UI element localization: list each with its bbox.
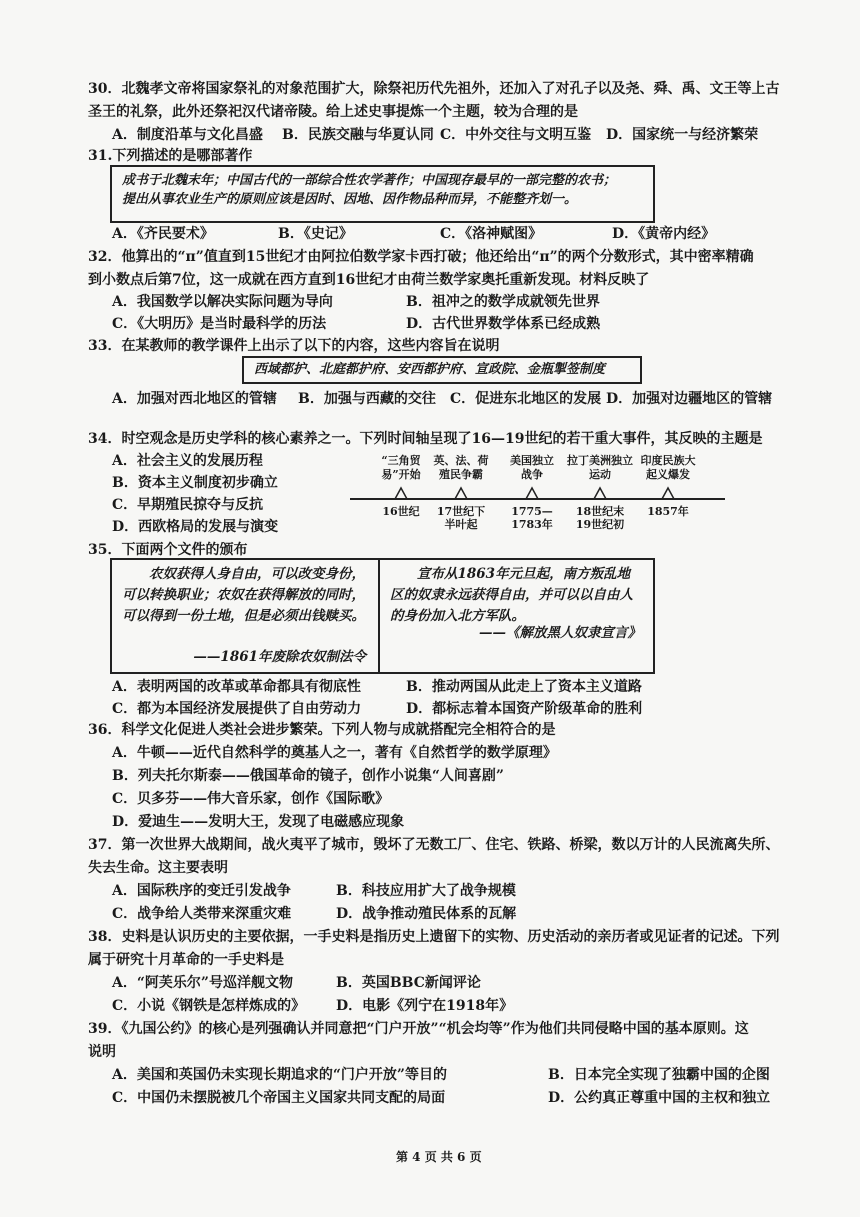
q30-option-d: D．国家统一与经济繁荣: [606, 127, 759, 143]
q37-option-d: D．战争推动殖民体系的瓦解: [336, 906, 517, 922]
timeline-date-3: 1775— 1783年: [511, 505, 553, 531]
q34-timeline: [350, 452, 730, 532]
q38-stem-line1: 38．史料是认识历史的主要依据，一手史料是指历史上遗留下的实物、历史活动的亲历者或见证者的记述。下列: [88, 929, 780, 945]
timeline-date-2: 17世纪下 半叶起: [436, 505, 486, 531]
q30-stem-line1: 30．北魏孝文帝将国家祭礼的对象范围扩大，除祭祀历代先祖外，还加入了对孔子以及尧、舜、禹、文王等上古: [88, 81, 780, 97]
q31-material-line2: 提出从事农业生产的原则应该是因时、因地、因作物品种而异，不能整齐划一。: [122, 192, 578, 207]
timeline-event-4: 拉丁美洲独立 运动: [567, 454, 633, 481]
q36-option-c: C．贝多芬——伟大音乐家，创作《国际歌》: [112, 791, 390, 807]
q33-stem: 33．在某教师的教学课件上出示了以下的内容，这些内容旨在说明: [88, 338, 500, 354]
q35-stem: 35．下面两个文件的颁布: [88, 542, 248, 558]
q31-option-a: A．《齐民要术》: [112, 226, 214, 242]
q35-left-source: ——1861年废除农奴制法令: [193, 649, 366, 665]
q33-material-text: 西域都护、北庭都护府、安西都护府、宣政院、金瓶掣签制度: [254, 362, 606, 377]
q36-option-b: B．列夫托尔斯泰——俄国革命的镜子，创作小说集“人间喜剧”: [112, 768, 504, 784]
q32-option-a: A．我国数学以解决实际问题为导向: [112, 294, 333, 310]
q39-option-d: D．公约真正尊重中国的主权和独立: [548, 1090, 771, 1106]
q39-stem-line1: 39．《九国公约》的核心是列强确认并同意把“门户开放”“机会均等”作为他们共同侵略中国的基本原则。这: [88, 1021, 749, 1037]
q32-stem-line1: 32．他算出的“π”值直到15世纪才由阿拉伯数学家卡西打破；他还给出“π”的两个分数形式，其中密率精确: [88, 249, 754, 265]
q32-option-d: D．古代世界数学体系已经成熟: [406, 316, 601, 332]
q37-stem-line1: 37．第一次世界大战期间，战火夷平了城市，毁坏了无数工厂、住宅、铁路、桥梁，数以万计的人民流离失所、: [88, 837, 780, 853]
q32-stem-line2: 到小数点后第7位，这一成就在西方直到16世纪才由荷兰数学家奥托重新发现。材料反映了: [88, 272, 650, 288]
q30-stem-line2: 圣王的礼祭，此外还祭祀汉代诸帝陵。给上述史事提炼一个主题，较为合理的是: [88, 104, 578, 120]
q35-document-left: [112, 560, 380, 672]
q32-option-c: C．《大明历》是当时最科学的历法: [112, 316, 327, 332]
q37-option-b: B．科技应用扩大了战争规模: [336, 883, 516, 899]
q34-stem: 34．时空观念是历史学科的核心素养之一。下列时间轴呈现了16—19世纪的若干重大事件，其反映的主题是: [88, 431, 763, 447]
q35-right-source: ——《解放黑人奴隶宣言》: [479, 625, 641, 641]
q31-option-c: C．《洛神赋图》: [440, 226, 543, 242]
q36-option-d: D．爱迪生——发明大王，发现了电磁感应现象: [112, 814, 405, 830]
timeline-date-5: 1857年: [647, 505, 689, 518]
q35-option-d: D．都标志着本国资产阶级革命的胜利: [406, 701, 643, 717]
q31-stem: 31.下列描述的是哪部著作: [88, 148, 253, 164]
q35-document-right: [380, 560, 653, 672]
q33-option-b: B．加强与西藏的交往: [298, 391, 436, 407]
timeline-date-4: 18世纪末 19世纪初: [575, 505, 625, 531]
q38-option-d: D．电影《列宁在1918年》: [336, 998, 514, 1014]
q30-option-a: A．制度沿革与文化昌盛: [112, 127, 263, 143]
q37-option-c: C．战争给人类带来深重灾难: [112, 906, 292, 922]
timeline-event-3: 美国独立 战争: [510, 454, 554, 481]
q31-option-b: B．《史记》: [278, 226, 353, 242]
q33-option-a: A．加强对西北地区的管辖: [112, 391, 277, 407]
q38-option-b: B．英国BBC新闻评论: [336, 975, 481, 991]
q35-left-text: 农奴获得人身自由，可以改变身份，可以转换职业；农奴在获得解放的同时，可以得到一份土地，但是必须出钱赎买。: [122, 566, 365, 624]
timeline-marker-2: [455, 488, 467, 499]
q37-option-a: A．国际秩序的变迁引发战争: [112, 883, 291, 899]
q39-option-b: B．日本完全实现了独霸中国的企图: [548, 1067, 770, 1083]
q38-stem-line2: 属于研究十月革命的一手史料是: [88, 952, 284, 968]
q34-option-b: B．资本主义制度初步确立: [112, 475, 278, 491]
q39-stem-line2: 说明: [88, 1044, 116, 1060]
q36-option-a: A．牛顿——近代自然科学的奠基人之一，著有《自然哲学的数学原理》: [112, 745, 557, 761]
q39-option-c: C．中国仍未摆脱被几个帝国主义国家共同支配的局面: [112, 1090, 446, 1106]
timeline-marker-5: [662, 488, 674, 499]
q35-option-b: B．推动两国从此走上了资本主义道路: [406, 679, 642, 695]
q35-option-c: C．都为本国经济发展提供了自由劳动力: [112, 701, 362, 717]
page-number: 第 4 页 共 6 页: [396, 1150, 482, 1164]
q30-option-c: C．中外交往与文明互鉴: [440, 127, 592, 143]
timeline-event-1: “三角贸 易”开始: [381, 454, 421, 481]
q31-option-d: D．《黄帝内经》: [612, 226, 716, 242]
q33-option-d: D．加强对边疆地区的管辖: [606, 391, 773, 407]
timeline-event-2: 英、法、荷 殖民争霸: [433, 454, 489, 481]
q36-stem: 36．科学文化促进人类社会进步繁荣。下列人物与成就搭配完全相符合的是: [88, 722, 556, 738]
q37-stem-line2: 失去生命。这主要表明: [88, 860, 228, 876]
q31-material-line1: 成书于北魏末年；中国古代的一部综合性农学著作；中国现存最早的一部完整的农书；: [122, 173, 617, 188]
q35-right-text: 宣布从1863年元旦起，南方叛乱地区的奴隶永远获得自由，并可以以自由人的身份加入北方军队。: [390, 566, 633, 624]
q38-option-c: C．小说《钢铁是怎样炼成的》: [112, 998, 306, 1014]
q35-documents-box: [110, 558, 655, 674]
timeline-event-5: 印度民族大 起义爆发: [640, 454, 696, 481]
q33-material-box: [242, 356, 642, 384]
q35-option-a: A．表明两国的改革或革命都具有彻底性: [112, 679, 361, 695]
timeline-marker-4: [594, 488, 606, 499]
q39-option-a: A．美国和英国仍未实现长期追求的“门户开放”等目的: [112, 1067, 447, 1083]
q30-option-b: B．民族交融与华夏认同: [282, 127, 434, 143]
q34-option-c: C．早期殖民掠夺与反抗: [112, 497, 264, 513]
timeline-marker-1: [395, 488, 407, 499]
timeline-date-1: 16世纪: [382, 505, 420, 518]
q38-option-a: A．“阿芙乐尔”号巡洋舰文物: [112, 975, 293, 991]
q33-option-c: C．促进东北地区的发展: [450, 391, 602, 407]
timeline-marker-3: [526, 488, 538, 499]
q34-option-a: A．社会主义的发展历程: [112, 453, 263, 469]
q32-option-b: B．祖冲之的数学成就领先世界: [406, 294, 600, 310]
q31-material-box: [110, 165, 655, 223]
q34-option-d: D．西欧格局的发展与演变: [112, 519, 279, 535]
